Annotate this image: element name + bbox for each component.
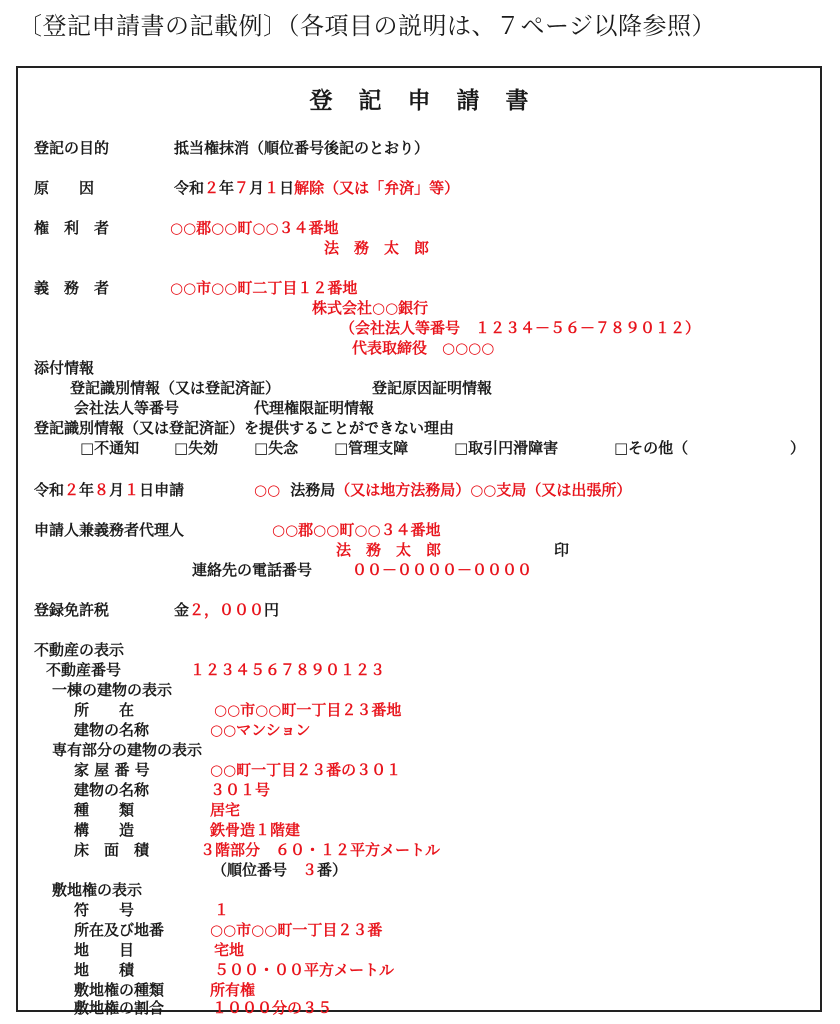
page-heading: 〔登記申請書の記載例〕（各項目の説明は、７ページ以降参照） <box>18 12 717 40</box>
location-label: 所 在 <box>74 701 135 719</box>
building-title: 一棟の建物の表示 <box>52 681 173 699</box>
form-title: 登記申請書 <box>309 88 555 114</box>
cause-value: 令和２年７月１日解除（又は「弁済」等） <box>174 179 460 197</box>
kind-value: 居宅 <box>210 801 241 819</box>
reason-transaction: □取引円滑障害 <box>454 439 559 457</box>
house-number-value: ○○町一丁目２３番の３０１ <box>210 761 402 779</box>
building-name-value: ○○マンション <box>210 721 311 739</box>
agent-label: 申請人兼義務者代理人 <box>34 521 185 539</box>
holder-name: 法 務 太 郎 <box>324 239 430 257</box>
holder-label: 権 利 者 <box>34 219 110 237</box>
purpose-label: 登記の目的 <box>34 139 110 157</box>
reason-not-notified: □不通知 <box>80 439 140 457</box>
agent-name: 法 務 太 郎 <box>336 541 442 559</box>
obligor-address: ○○市○○町二丁目１２番地 <box>170 279 358 297</box>
agent-seal: 印 <box>554 541 570 559</box>
lot-value: ○○市○○町一丁目２３番 <box>210 921 383 939</box>
land-area-value: ５００・００平方メートル <box>214 961 395 979</box>
obligor-label: 義 務 者 <box>34 279 110 297</box>
obligor-corp-number: （会社法人等番号 １２３４－５６－７８９０１２） <box>340 319 701 337</box>
sign-value: １ <box>214 901 230 919</box>
phone-number: ００－００００－００００ <box>352 561 533 579</box>
right-ratio-label: 敷地権の割合 <box>74 999 165 1017</box>
attach-item-2: 登記原因証明情報 <box>372 379 493 397</box>
land-category-value: 宅地 <box>214 941 245 959</box>
holder-address: ○○郡○○町○○３４番地 <box>170 219 339 237</box>
right-ratio-value: １０００分の３５ <box>212 999 333 1017</box>
unit-title: 専有部分の建物の表示 <box>52 741 203 759</box>
reason-forgotten: □失念 <box>254 439 299 457</box>
property-number-label: 不動産番号 <box>46 661 122 679</box>
agent-address: ○○郡○○町○○３４番地 <box>272 521 441 539</box>
reason-title: 登記識別情報（又は登記済証）を提供することができない理由 <box>34 419 455 437</box>
unit-name-value: ３０１号 <box>210 781 271 799</box>
floor-area-value: ３階部分 ６０・１２平方メートル <box>200 841 441 859</box>
tax-amount: 金２，０００円 <box>174 601 280 619</box>
sign-label: 符 号 <box>74 901 135 919</box>
right-kind-label: 敷地権の種類 <box>74 981 165 999</box>
rank-number: （順位番号 ３番） <box>212 861 348 879</box>
building-name-label: 建物の名称 <box>74 721 150 739</box>
cause-label: 原 因 <box>34 179 95 197</box>
reason-expired: □失効 <box>174 439 219 457</box>
floor-area-label: 床 面 積 <box>74 841 150 859</box>
obligor-representative: 代表取締役 ○○○○ <box>352 339 495 357</box>
reason-other-close: ） <box>790 439 806 457</box>
unit-name-label: 建物の名称 <box>74 781 150 799</box>
right-kind-value: 所有権 <box>210 981 256 999</box>
purpose-value: 抵当権抹消（順位番号後記のとおり） <box>174 139 430 157</box>
obligor-company: 株式会社○○銀行 <box>312 299 429 317</box>
tax-label: 登録免許税 <box>34 601 110 619</box>
reason-other: □その他（ <box>614 439 689 457</box>
structure-label: 構 造 <box>74 821 135 839</box>
lot-label: 所在及び地番 <box>74 921 165 939</box>
structure-value: 鉄骨造１階建 <box>210 821 301 839</box>
attach-title: 添付情報 <box>34 359 95 377</box>
reason-management: □管理支障 <box>334 439 409 457</box>
attach-item-3: 会社法人等番号 <box>74 399 180 417</box>
attach-item-4: 代理権限証明情報 <box>254 399 375 417</box>
property-title: 不動産の表示 <box>34 641 125 659</box>
house-number-label: 家 屋 番 号 <box>74 761 150 779</box>
application-date: 令和２年８月１日申請 <box>34 481 185 499</box>
property-number: １２３４５６７８９０１２３ <box>190 661 386 679</box>
registry-office: ○○ 法務局（又は地方法務局）○○支局（又は出張所） <box>254 481 632 499</box>
application-form <box>16 66 822 1017</box>
phone-label: 連絡先の電話番号 <box>192 561 313 579</box>
location-value: ○○市○○町一丁目２３番地 <box>214 701 402 719</box>
cause-note: 解除（又は「弁済」等） <box>294 179 460 197</box>
land-area-label: 地 積 <box>74 961 135 979</box>
land-category-label: 地 目 <box>74 941 135 959</box>
kind-label: 種 類 <box>74 801 135 819</box>
site-right-title: 敷地権の表示 <box>52 881 143 899</box>
attach-item-1: 登記識別情報（又は登記済証） <box>70 379 281 397</box>
